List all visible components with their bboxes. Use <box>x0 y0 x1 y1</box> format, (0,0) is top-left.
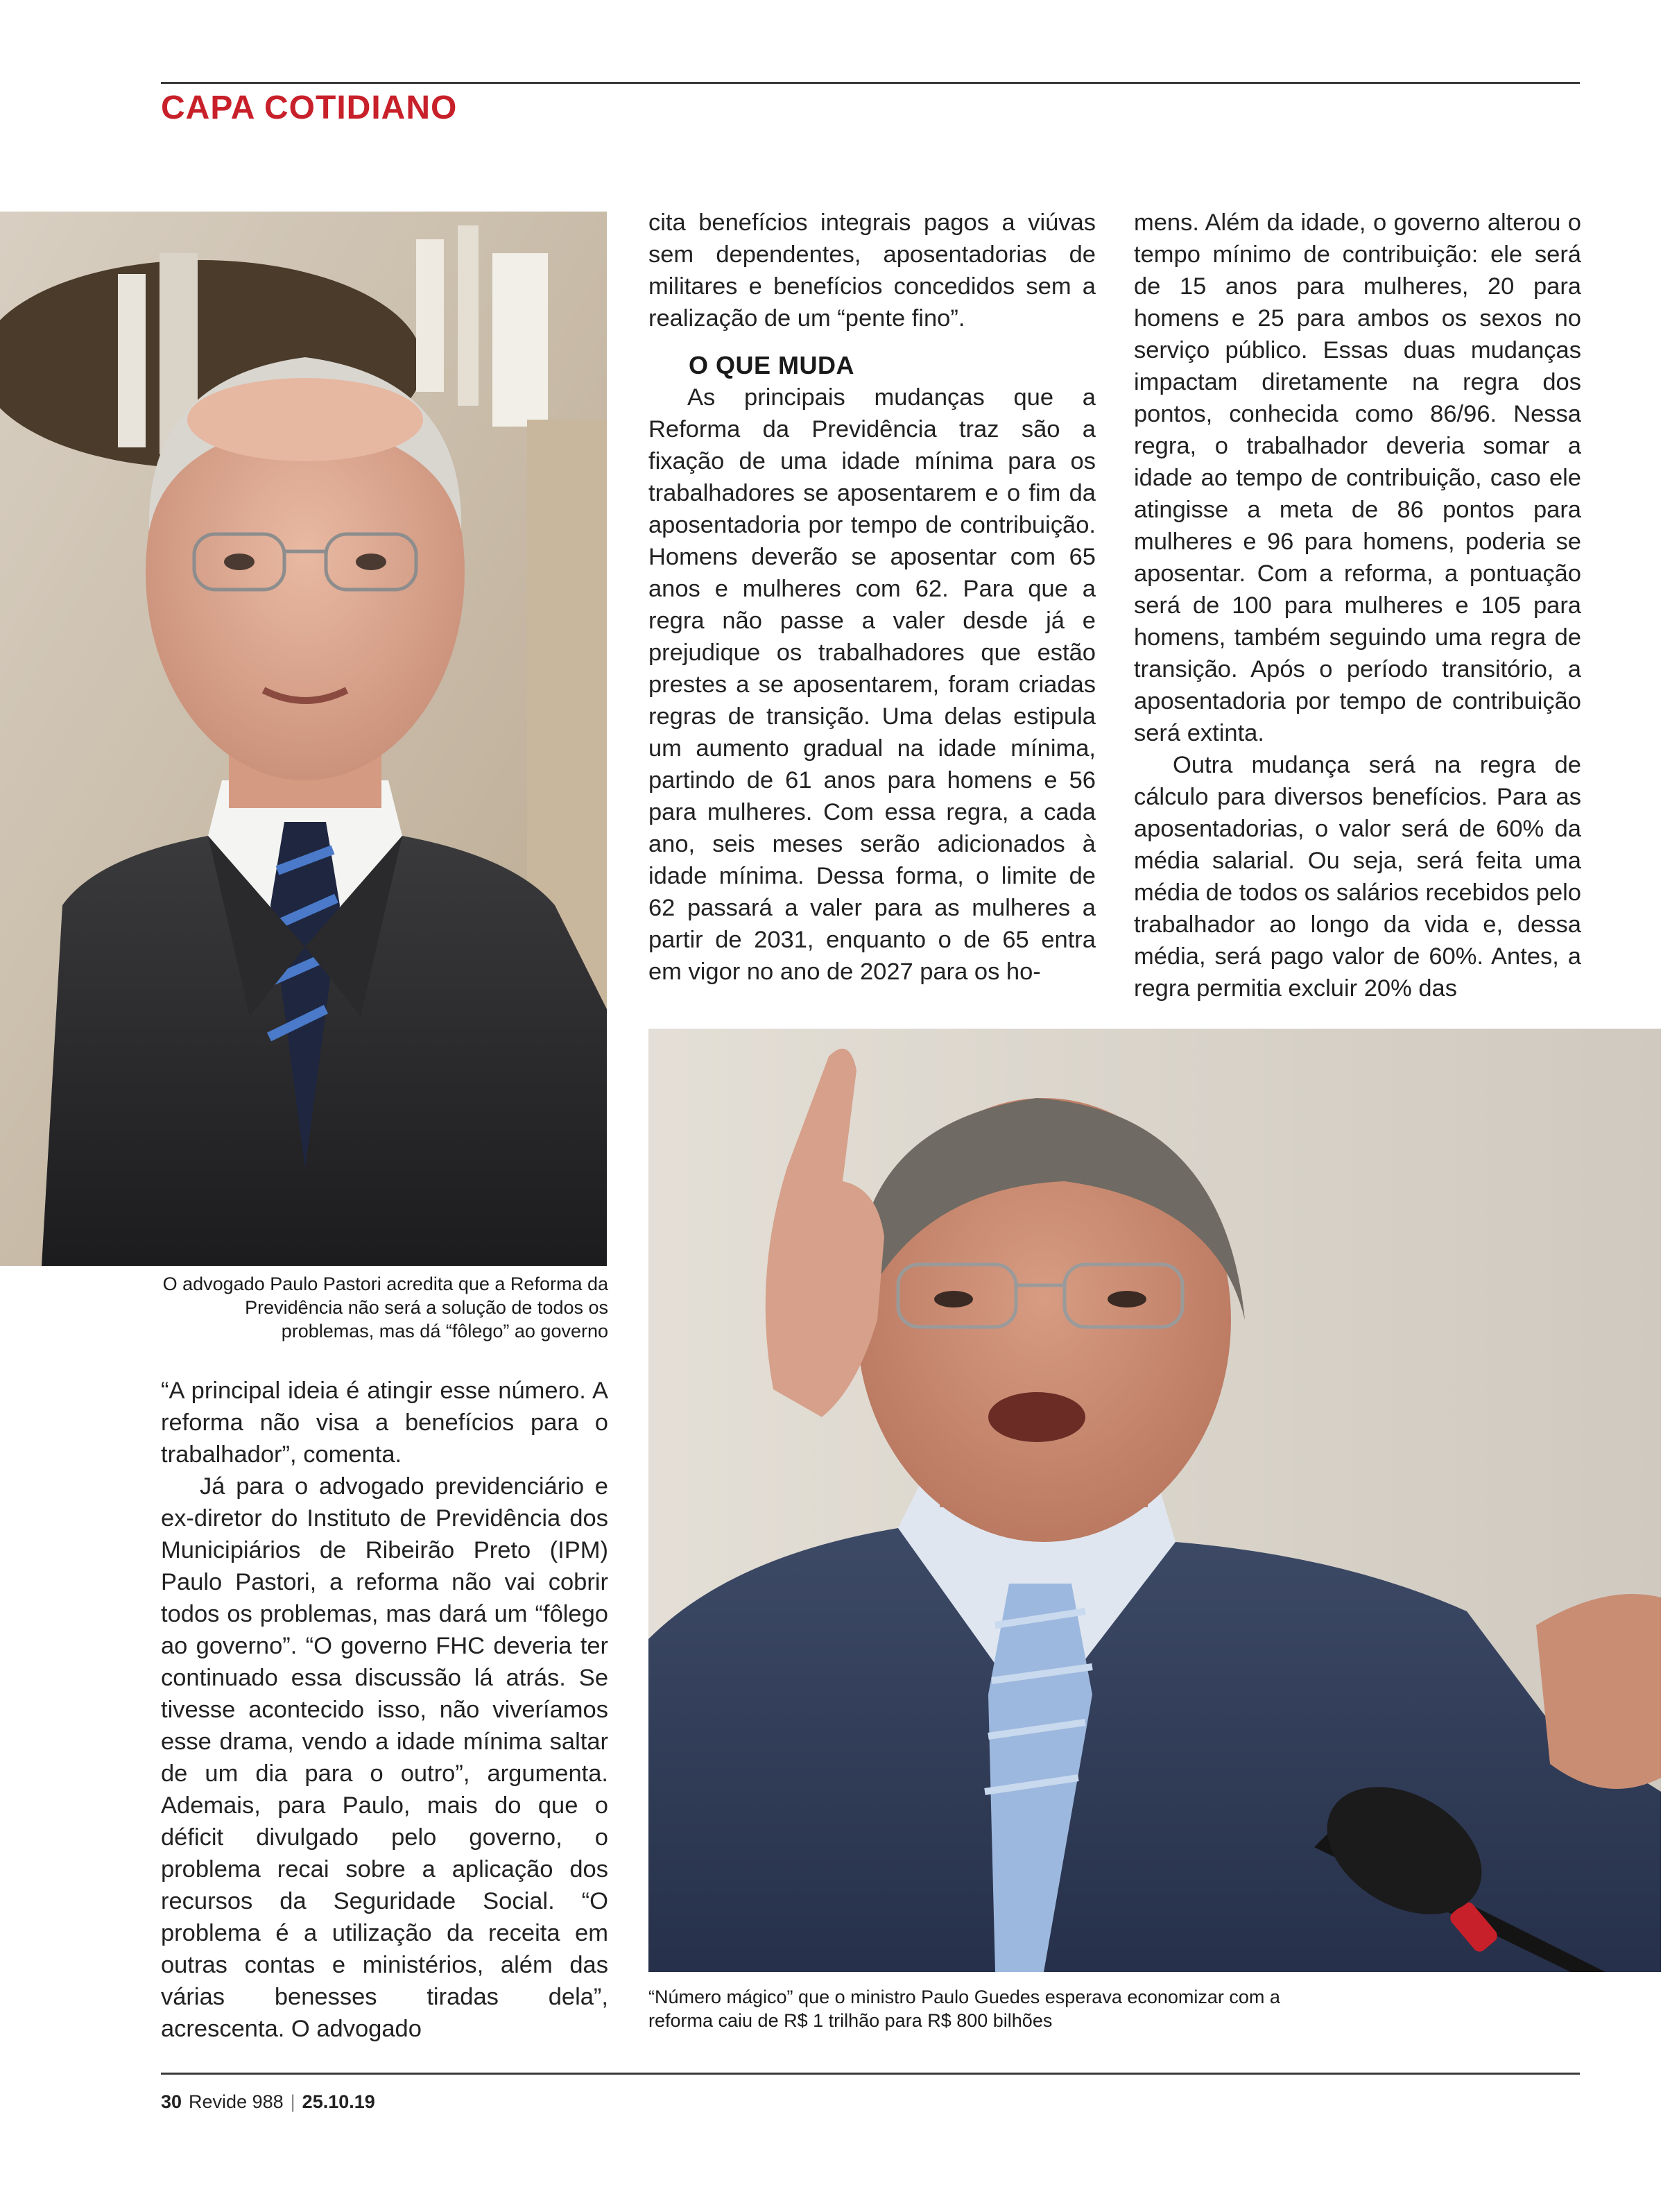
page-footer <box>161 2088 375 2116</box>
subheading: O QUE MUDA <box>689 351 854 379</box>
article-column-3 <box>1134 207 1581 1025</box>
issue-date: 25.10.19 <box>302 2091 375 2112</box>
paragraph: Já para o advogado previdenciário e ex-diretor do Instituto de Previdência dos Municipiários de Ribeirão Preto (IPM) Paulo Pastori, a reforma não vai cobrir todos os problemas, mas dará um “fôlego ao governo”. “O governo FHC deveria ter continuado essa discussão lá atrás. Se tivesse acontecido isso, não viveríamos esse drama, vendo a idade mínima saltar de um dia para o outro”, argumenta. Ademais, para Paulo, mais do que o déficit divulgado pelo governo, o problema recai sobre a aplicação dos recursos da Seguridade Social. “O problema é a utilização da receita em outras contas e ministérios, além das várias benesses tiradas dela”, acrescenta. O advogado <box>161 1473 608 2042</box>
paragraph: cita benefícios integrais pagos a viúvas sem dependentes, aposentadorias de militares e benefícios concedidos sem a realização de um “pente fino”. <box>648 209 1096 332</box>
paragraph: As principais mudanças que a Reforma da Previdência traz são a fixação de uma idade mínima para os trabalhadores se aposentarem e o fim da aposentadoria por tempo de contribuição. Homens deverão se aposentar com 65 anos e mulheres com 62. Para que a regra não passe a valer desde já e prejudique os trabalhadores que estão prestes a se aposentarem, foram criadas regras de transição. Uma delas estipula um aumento gradual na idade mínima, partindo de 61 anos para homens e 56 para mulheres. Com essa regra, a cada ano, seis meses serão adicionados à idade mínima. Dessa forma, o limite de 62 passará a valer para as mulheres a partir de 2031, enquanto o de 65 entra em vigor no ano de 2027 para os ho- <box>648 384 1096 985</box>
photo-paulo-guedes <box>648 1029 1661 1972</box>
article-column-2 <box>648 207 1096 1025</box>
top-rule <box>161 82 1580 84</box>
paragraph: “A principal ideia é atingir esse número. A reforma não visa a benefícios para o trabalhador”, comenta. <box>161 1378 608 1468</box>
magazine-issue: Revide 988 <box>189 2091 284 2112</box>
photo2-caption: “Número mágico” que o ministro Paulo Guedes esperava economizar com a reforma caiu de R$ 1 trilhão para R$ 800 bilhões <box>648 1987 1280 2031</box>
footer-separator: | <box>290 2091 295 2112</box>
bottom-rule <box>161 2073 1580 2075</box>
paragraph: mens. Além da idade, o governo alterou o tempo mínimo de contribuição: ele será de 15 anos para mulheres, 20 para homens e 25 para ambos os sexos no serviço público. Essas duas mudanças impactam diretamente na regra dos pontos, conhecida como 86/96. Nessa regra, o trabalhador deveria somar a idade ao tempo de contribuição, caso ele atingisse a meta de 86 pontos para mulheres e 96 para homens, poderia se aposentar. Com a reforma, a pontuação será de 100 para mulheres e 105 para homens, também seguindo uma regra de transição. Após o período transitório, a aposentadoria por tempo de contribuição será extinta. <box>1134 209 1581 746</box>
page-number: 30 <box>161 2091 182 2112</box>
photo1-caption: O advogado Paulo Pastori acredita que a Reforma da Previdência não será a solução de todos os problemas, mas dá “fôlego” ao governo <box>162 1274 608 1341</box>
paragraph: Outra mudança será na regra de cálculo para diversos benefícios. Para as aposentadorias, o valor será de 60% da média salarial. Ou seja, será feita uma média de todos os salários recebidos pelo trabalhador ao longo da vida e, dessa média, será pago valor de 60%. Antes, a regra permitia excluir 20% das <box>1134 752 1581 1002</box>
photo-paulo-pastori <box>0 212 607 1266</box>
article-column-1 <box>161 1375 608 2055</box>
section-title: CAPA COTIDIANO <box>161 89 458 126</box>
